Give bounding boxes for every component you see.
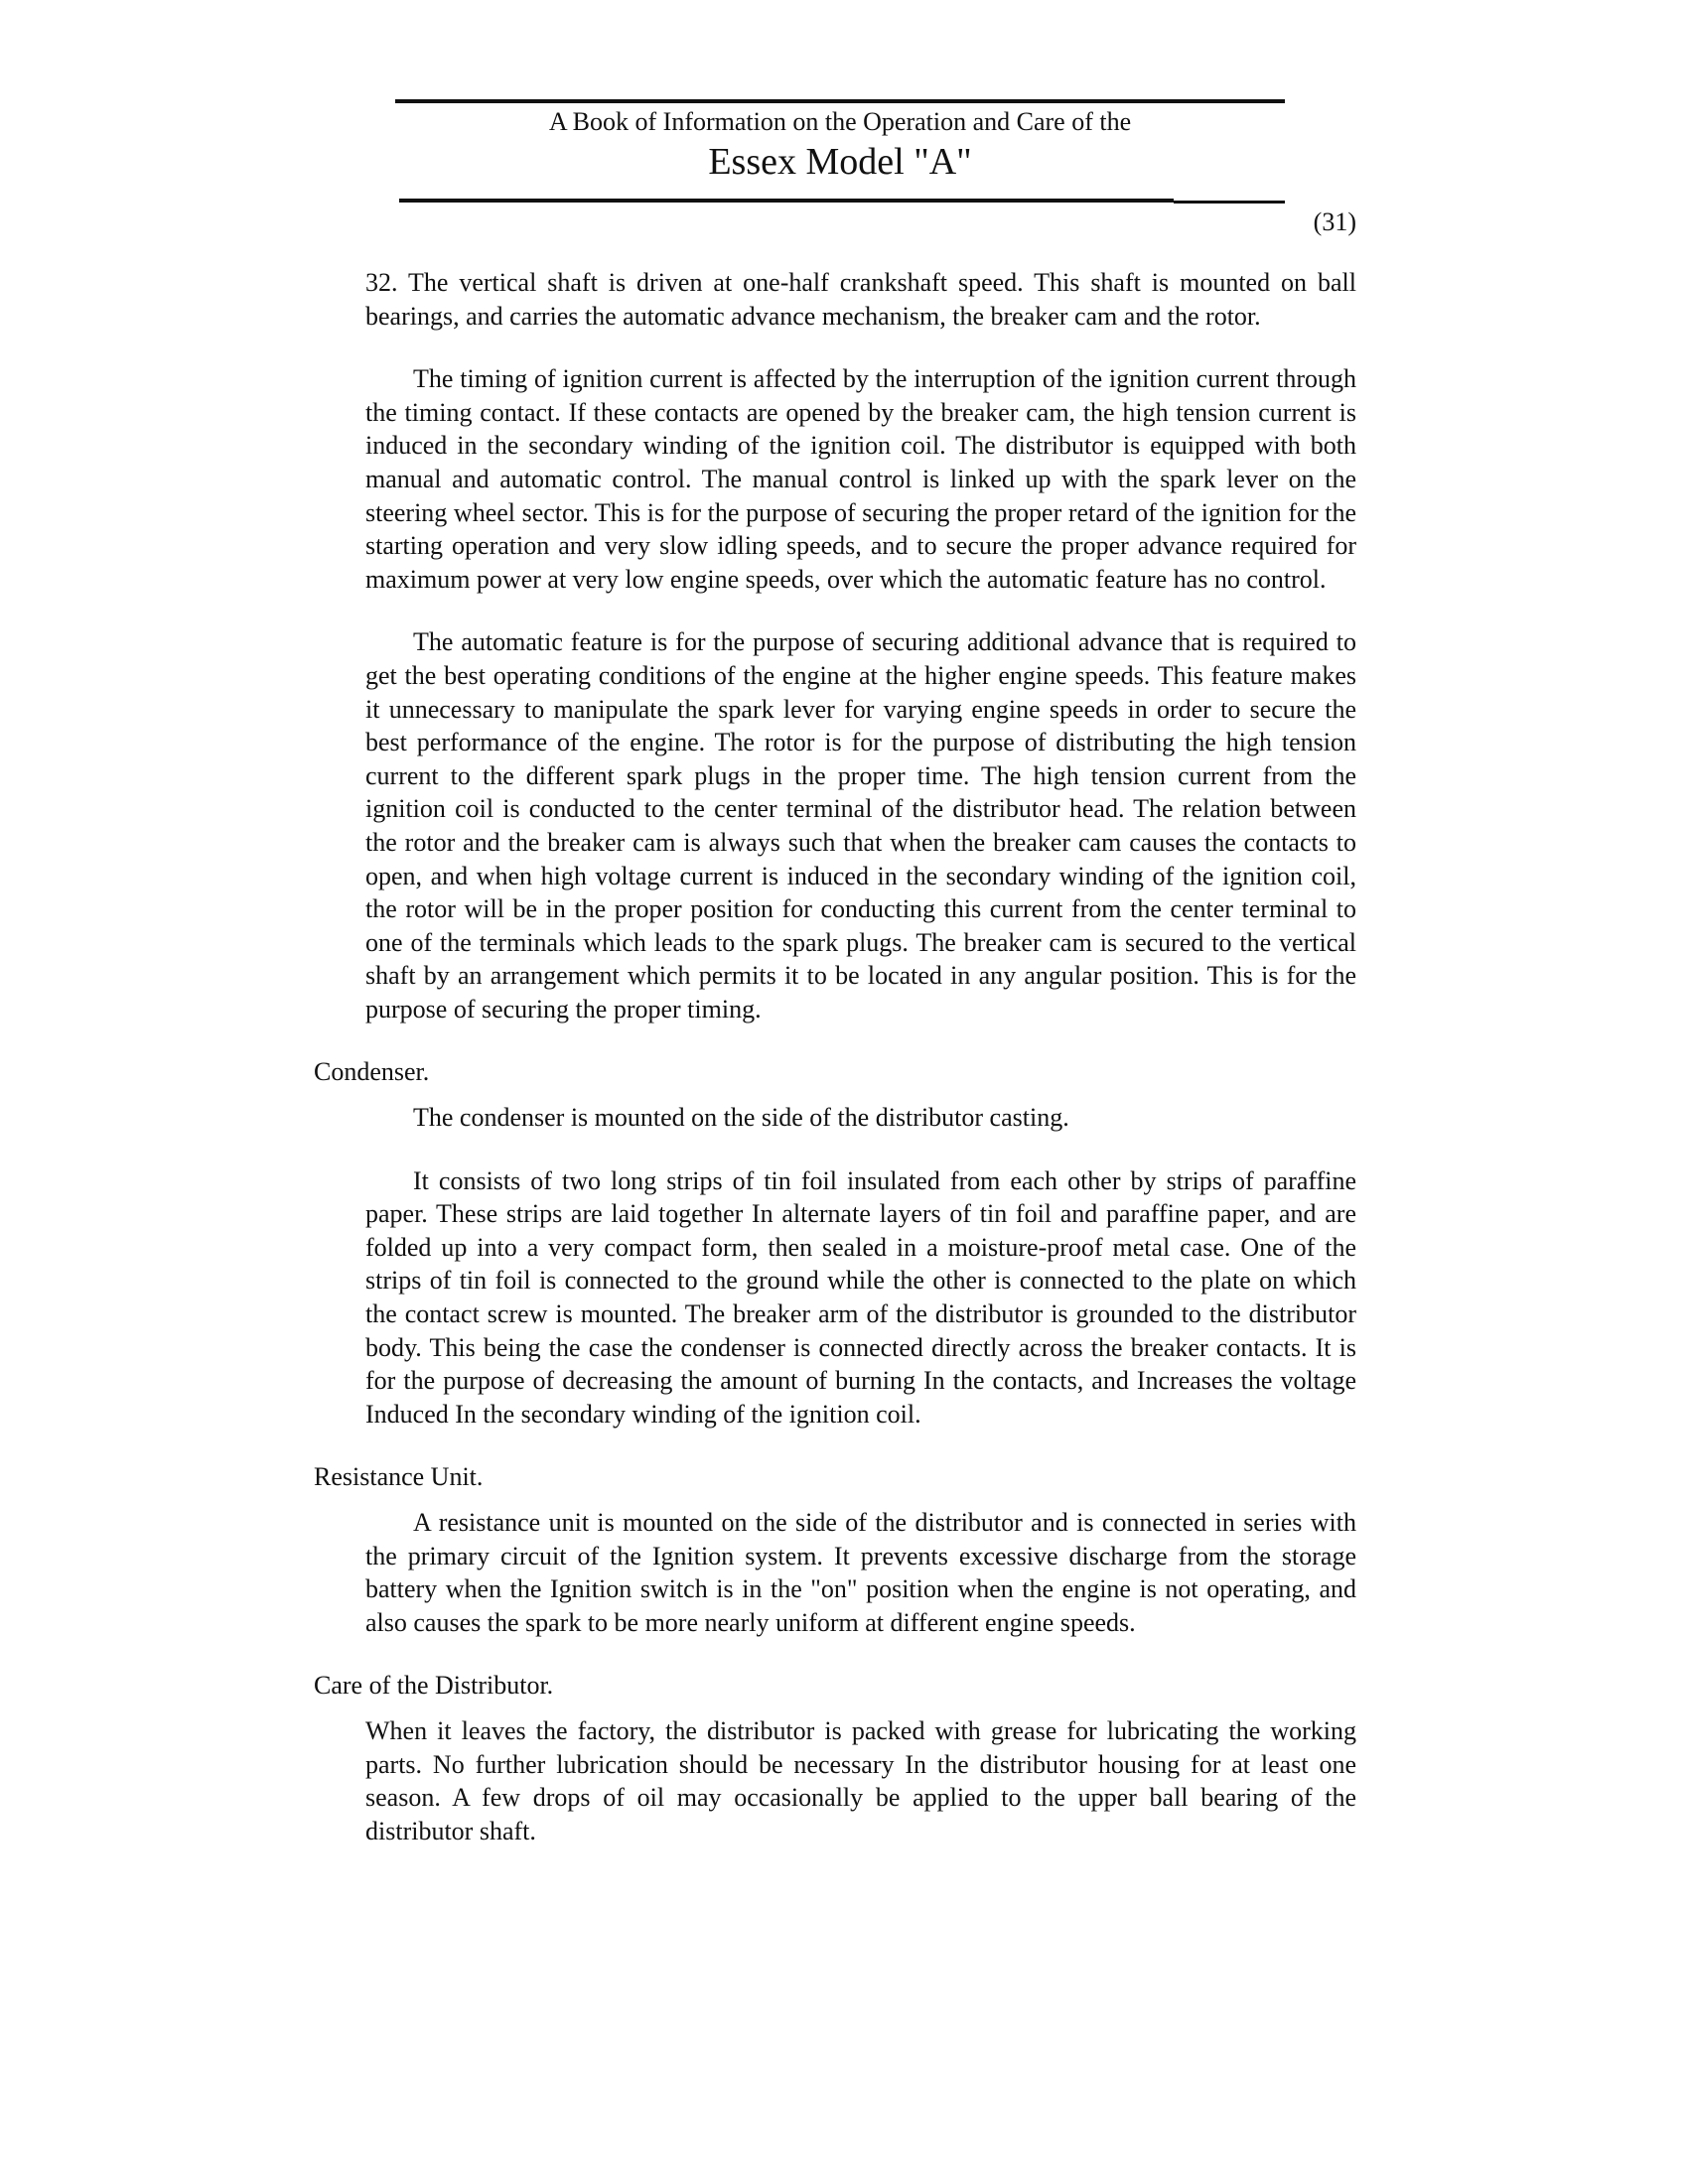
header-rule-bottom [399,199,1174,203]
section-heading-condenser: Condenser. [314,1057,430,1087]
paragraph-condenser-mount: The condenser is mounted on the side of the distributor casting. [413,1103,1069,1133]
paragraph-vertical-shaft: 32. The vertical shaft is driven at one-half crankshaft speed. This shaft is mounted on ball bearings, and carries the automatic advance mechanism, the breaker cam and the rotor. [365,268,1356,331]
paragraph-care-distributor: When it leaves the factory, the distributor is packed with grease for lubricating the working parts. No further lubrication should be necessary In the distributor housing for at least one season. A few drops of oil may occasionally be applied to the upper ball bearing of the distributor shaft. [365,1715,1356,1845]
section-heading-resistance-unit: Resistance Unit. [314,1462,484,1492]
page-number: (31) [1313,207,1356,236]
header-rule-bottom-tail [1174,201,1285,204]
page-body [314,266,1356,1877]
paragraph-condenser-construction: It consists of two long strips of tin foil insulated from each other by strips of paraffine paper. These strips are laid together In alternate layers of tin foil and paraffine paper, and are folded up into a very compact form, then sealed in a moisture-proof metal case. One of the strips of tin foil is connected to the ground while the other is connected to the plate on which the contact screw is mounted. The breaker arm of the distributor is grounded to the distributor body. This being the case the condenser is connected directly across the breaker contacts. It is for the purpose of decreasing the amount of burning In the contacts, and Increases the voltage Induced In the secondary winding of the ignition coil. [365,1165,1356,1429]
header-subtitle: A Book of Information on the Operation and Care of the [548,107,1132,136]
paragraph-resistance-unit: A resistance unit is mounted on the side of the distributor and is connected in series with the primary circuit of the Ignition system. It prevents excessive discharge from the storage battery when the Ignition switch is in the "on" position when the engine is not operating, and also causes the spark to be more nearly uniform at different engine speeds. [365,1508,1356,1637]
paragraph-ignition-timing: The timing of ignition current is affected by the interruption of the ignition current through the timing contact. If these contacts are opened by the breaker cam, the high tension current is induced in the secondary winding of the ignition coil. The distributor is equipped with both manual and automatic control. The manual control is linked up with the spark lever on the steering wheel sector. This is for the purpose of securing the proper retard of the ignition for the starting operation and very slow idling speeds, and to secure the proper advance required for maximum power at very low engine speeds, over which the automatic feature has no control. [365,364,1356,594]
section-heading-care-distributor: Care of the Distributor. [314,1671,554,1701]
paragraph-automatic-feature: The automatic feature is for the purpose of securing additional advance that is required to get the best operating conditions of the engine at the higher engine speeds. This feature makes it unnecessary to manipulate the spark lever for varying engine speeds in order to secure the best performance of the engine. The rotor is for the purpose of distributing the high tension current to the different spark plugs in the proper time. The high tension current from the ignition coil is conducted to the center terminal of the distributor head. The relation between the rotor and the breaker cam is always such that when the breaker cam causes the contacts to open, and when high voltage current is induced in the secondary winding of the ignition coil, the rotor will be in the proper position for conducting this current from the center terminal to one of the terminals which leads to the spark plugs. The breaker cam is secured to the vertical shaft by an arrangement which permits it to be located in any angular position. This is for the purpose of securing the proper timing. [365,627,1356,1024]
header-title: Essex Model "A" [708,141,972,183]
